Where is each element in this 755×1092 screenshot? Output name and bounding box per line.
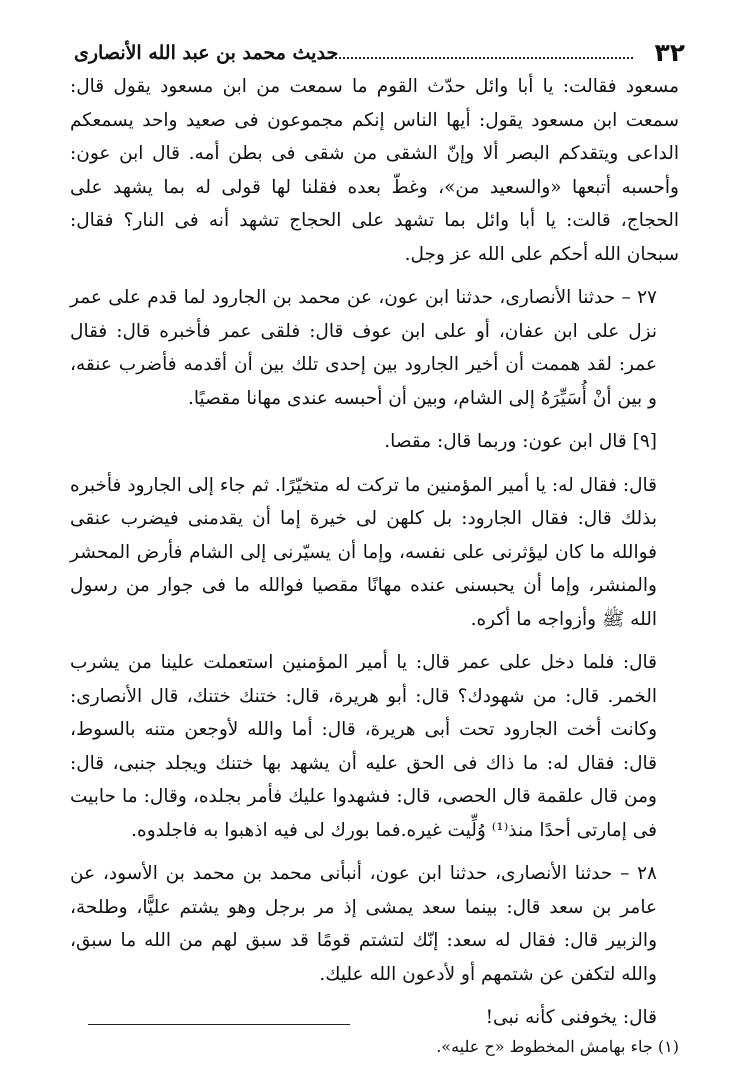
main-text [70, 70, 679, 1035]
paragraph-gap [70, 459, 679, 469]
footnote-divider [88, 1024, 350, 1025]
paragraph-gap [70, 415, 679, 425]
paragraph-gap [70, 991, 679, 1001]
paragraph-umar: قال: فلما دخل على عمر قال: يا أمير المؤمنين استعملت علينا من يشرب الخمر. قال: من شهودك؟ قال: أبو هريرة، قال: ختنك ختنك، قال الأنصارى: وكانت أخت الجارود تحت أبى هريرة، قال: أما والله لأوجعن متنه بالسوط، قال: فقال له: ما ذاك فى الحق عليه أن يشهد بها ختنك ويجلد جنبى، قال: ومن قال علقمة قال الحصى، قال: فشهدوا عليك فأمر بجلده، وقال: ما حابيت فى إمارتى أحدًا منذ⁽¹⁾ وُلِّيت غيره.فما بورك لى فيه اذهبوا به فاجلدوه. [70, 652, 657, 841]
closing-line: قال: يخوفنى كأنه نبى! [485, 1007, 657, 1028]
paragraph-gap [70, 847, 679, 857]
paragraph-continuation: مسعود فقالت: يا أبا وائل حدّث القوم ما سمعت من ابن مسعود يقول قال: سمعت ابن مسعود يقول: أيها الناس إنكم مجموعون فى صعيد واحد يسمعكم الداعى ويتقدكم البصر ألا وإنّ الشقى من شقى فى بطن أمه. قال ابن عون: وأحسبه أتبعها «والسعيد من»، وغطّ بعده فقلنا لها قولى له بما يشهد على الحجاج، قالت: يا أبا وائل بما تشهد على الحجاج تشهد أنه فى النار؟ فقال: سبحان الله أحكم على الله عز وجل. [70, 76, 679, 265]
paragraph-gap [70, 636, 679, 646]
footnote: (١) جاء بهامش المخطوط «ح عليه». [436, 1037, 679, 1056]
header-dotted-leader [322, 57, 633, 59]
running-title: حديث محمد بن عبد الله الأنصارى [74, 42, 339, 64]
hadith-28: ٢٨ – حدثنا الأنصارى، حدثنا ابن عون، أنبأنى محمد بن محمد بن الأسود، عن عامر بن سعد قال: بينما سعد يمشى إذ مر برجل وهو يشتم عليًّا، وطلحة، والزبير قال: فقال له سعد: إنّك لتشتم قومًا قد سبق لهم من الله ما سبق، والله لتكفن عن شتمهم أو لأدعون الله عليك. [70, 863, 657, 985]
page-number: ٣٢ [654, 38, 685, 67]
marginal-note-9: [٩] قال ابن عون: وربما قال: مقصا. [384, 431, 657, 452]
paragraph-gap [70, 271, 679, 281]
running-header [74, 38, 685, 68]
paragraph-jarud: قال: فقال له: يا أمير المؤمنين ما تركت له متخيّرًا. ثم جاء إلى الجارود فأخبره بذلك قال: فقال الجارود: بل كلهن لى خيرة إما أن يقدمنى فيضرب عنقى فوالله ما كان ليؤثرنى على نفسه، وإما أن يسيّرنى إلى الشام فأرض المحشر والمنشر، وإما أن يحبسنى عنده مهانًا مقصيا فوالله ما فى جوار من رسول الله ﷺ وأزواجه ما أكره. [70, 474, 657, 630]
hadith-27: ٢٧ – حدثنا الأنصارى، حدثنا ابن عون، عن محمد بن الجارود لما قدم على عمر نزل على ابن عفان، أو على ابن عوف قال: فلقى عمر فأخبره قال: فقال عمر: لقد هممت أن أخير الجارود بين إحدى تلك بين أن أقدمه فأضرب عنقه، و بين أنْ أُسَيِّرَهُ إلى الشام، وبين أن أحبسه عندى مهانا مقصيًا. [70, 287, 657, 409]
